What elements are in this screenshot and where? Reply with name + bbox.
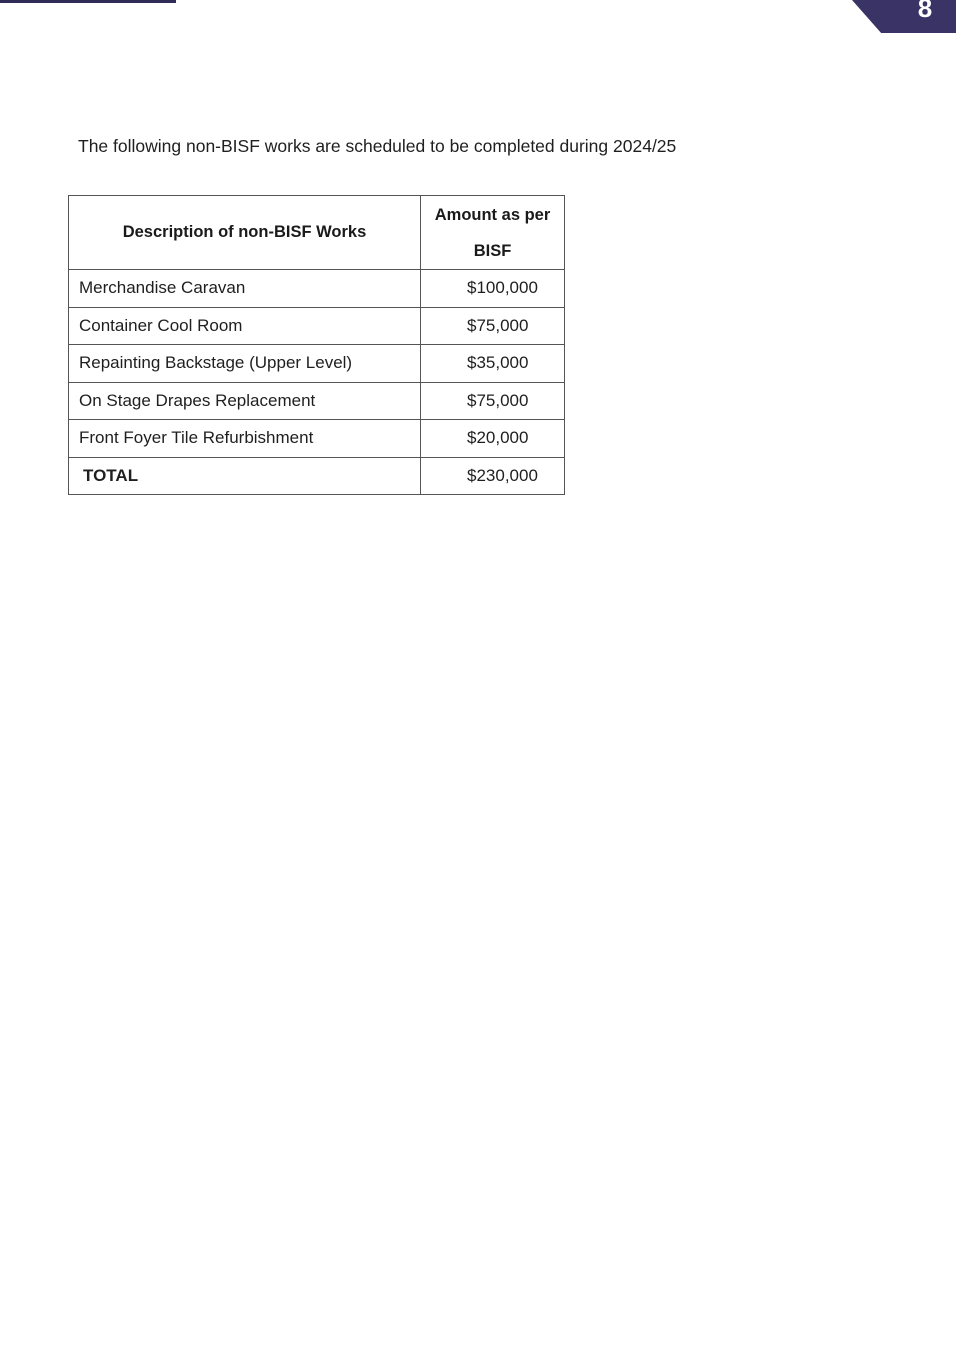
page-number-tab <box>852 0 956 33</box>
amount-column-header-text: Amount as per BISF <box>434 205 551 260</box>
page-number: 8 <box>917 0 933 23</box>
row-amount: $100,000 <box>421 270 565 308</box>
table-row <box>69 270 565 308</box>
table-row <box>69 382 565 420</box>
amount-column-header <box>421 196 565 270</box>
total-row <box>69 457 565 495</box>
total-amount: $230,000 <box>421 457 565 495</box>
row-description: Merchandise Caravan <box>69 270 421 308</box>
row-description: Container Cool Room <box>69 307 421 345</box>
table-row <box>69 345 565 383</box>
table-header-row <box>69 196 565 270</box>
row-amount: $20,000 <box>421 420 565 458</box>
non-bisf-works-table <box>68 195 565 495</box>
table-row <box>69 420 565 458</box>
total-label: TOTAL <box>69 457 421 495</box>
table-row <box>69 307 565 345</box>
row-amount: $75,000 <box>421 307 565 345</box>
description-column-header: Description of non-BISF Works <box>69 196 421 270</box>
row-amount: $75,000 <box>421 382 565 420</box>
row-description: On Stage Drapes Replacement <box>69 382 421 420</box>
row-description: Front Foyer Tile Refurbishment <box>69 420 421 458</box>
intro-paragraph: The following non-BISF works are scheduled to be completed during 2024/25 <box>78 136 677 156</box>
row-description: Repainting Backstage (Upper Level) <box>69 345 421 383</box>
header-rule <box>0 0 176 3</box>
row-amount: $35,000 <box>421 345 565 383</box>
